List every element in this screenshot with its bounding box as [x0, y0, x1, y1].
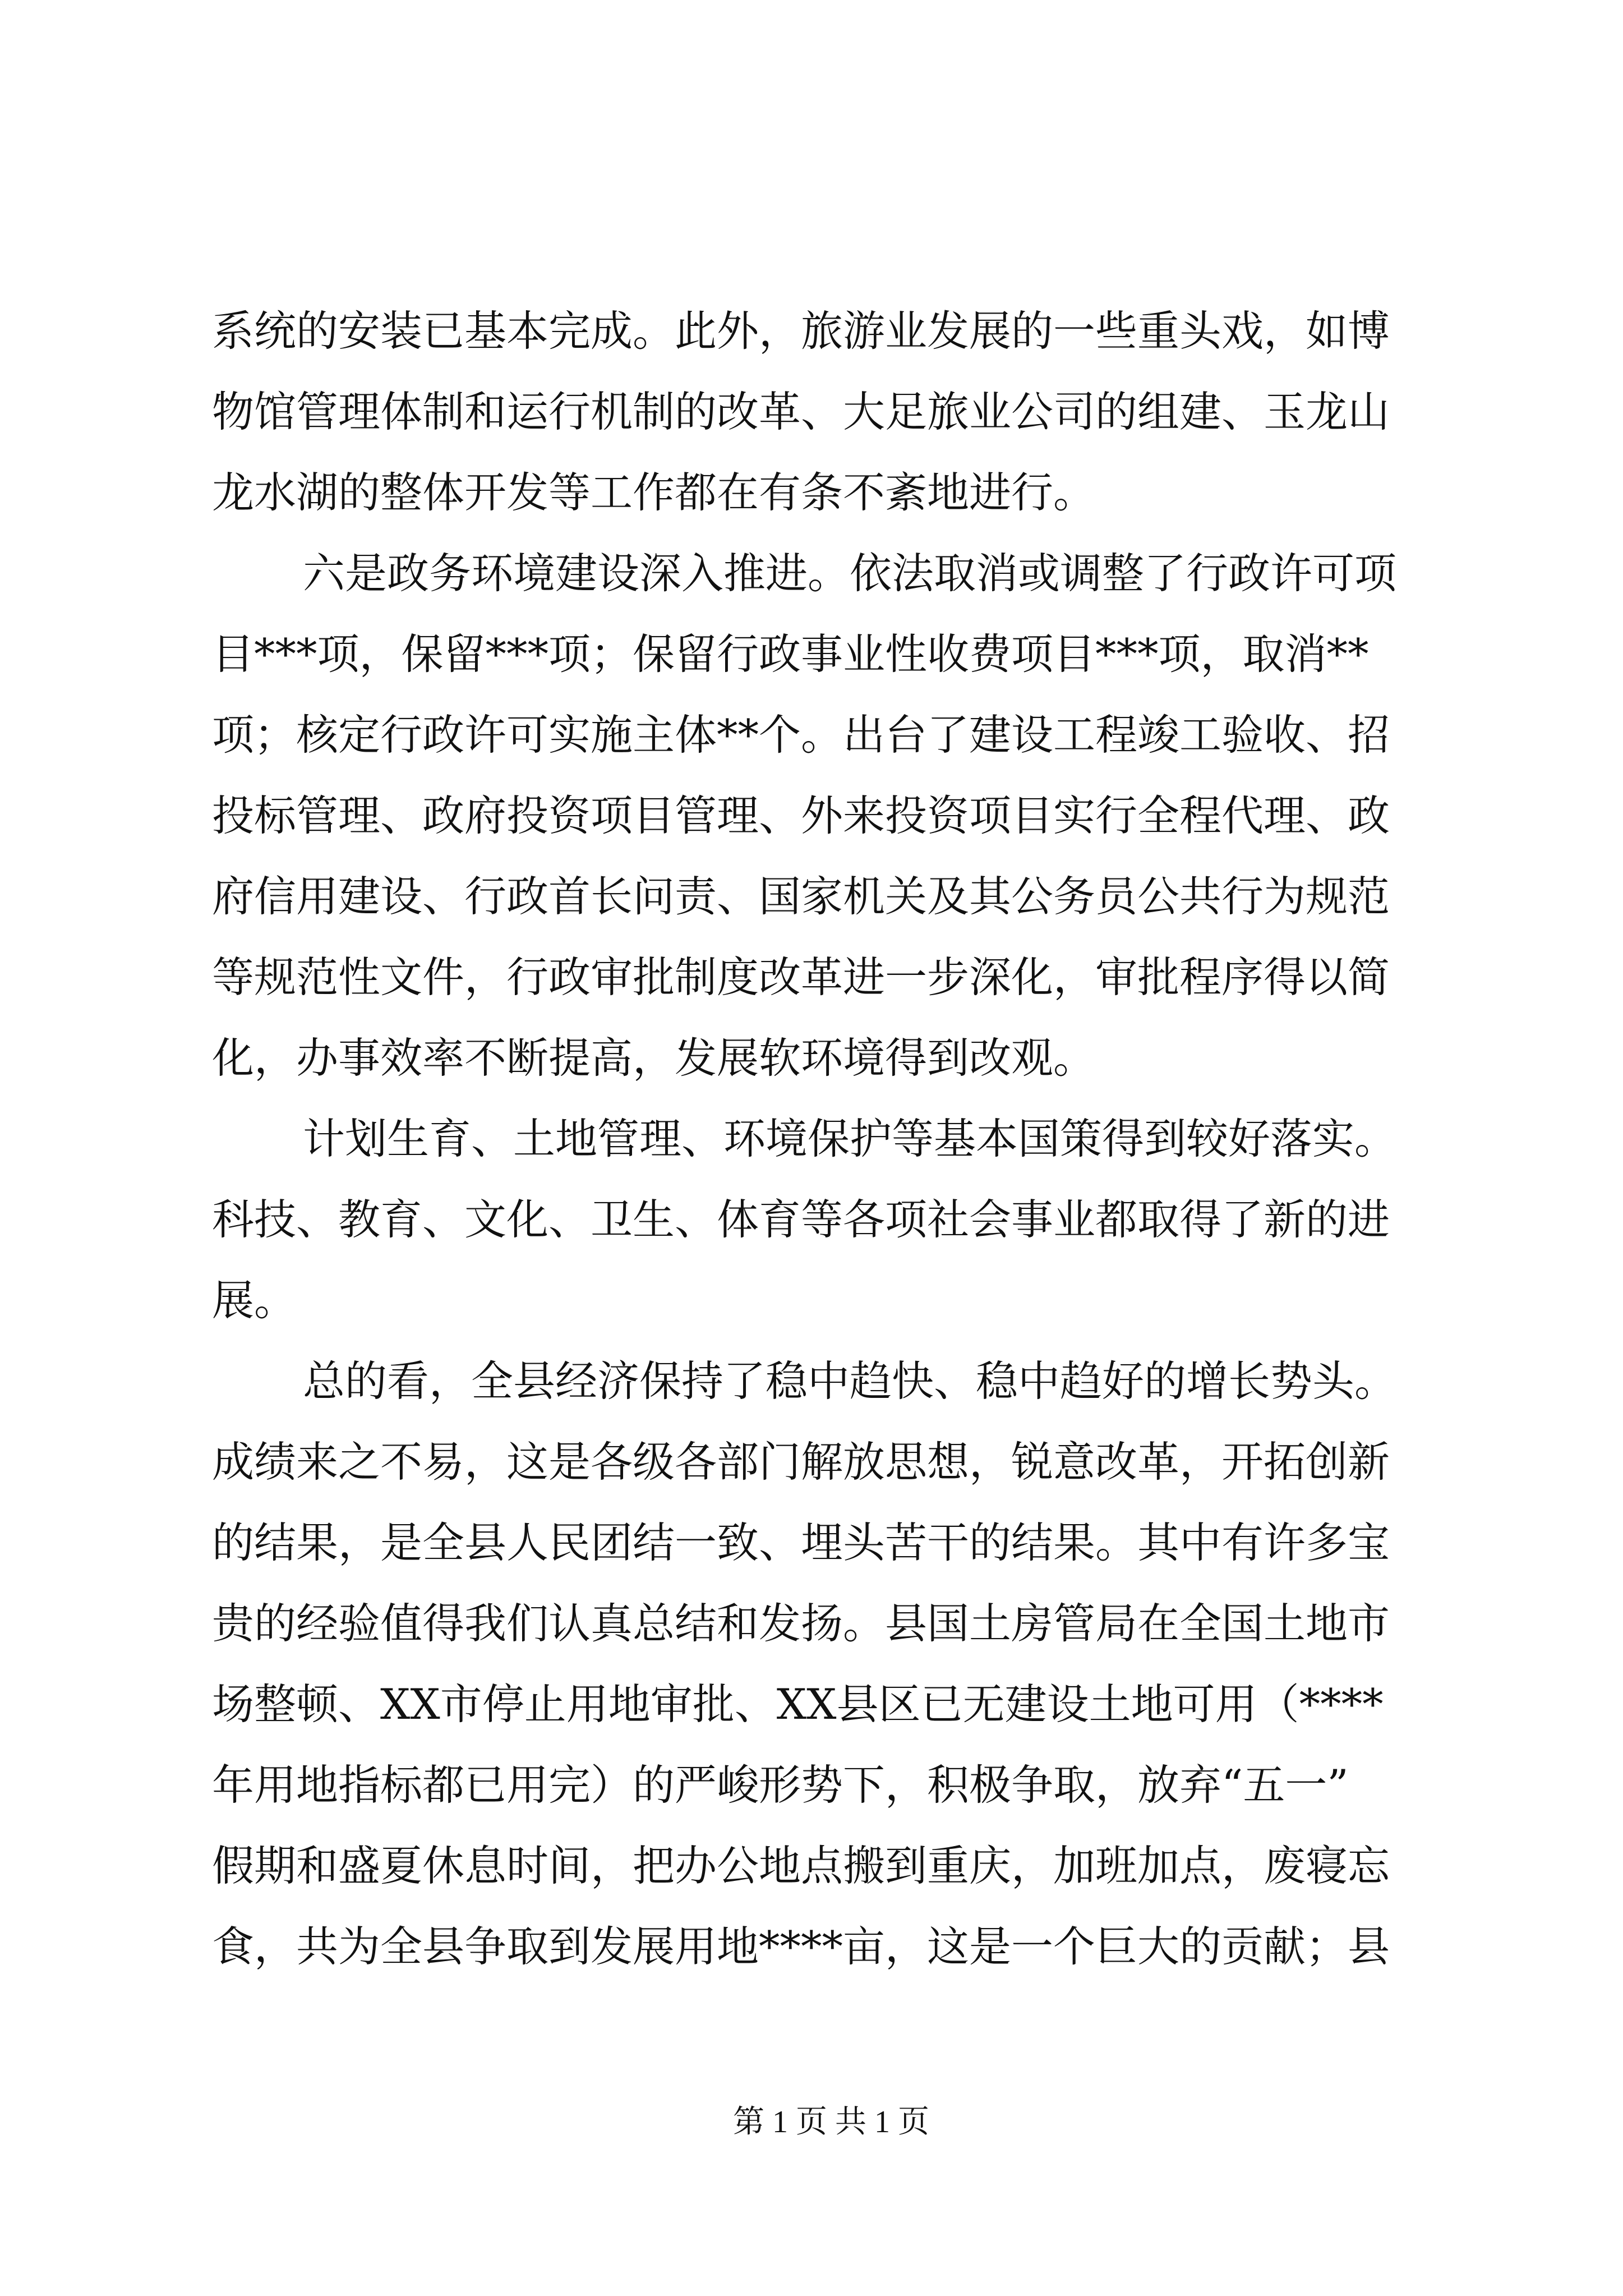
body-line-9: 等规范性文件，行政审批制度改革进一步深化，审批程序得以简 — [212, 953, 1390, 1002]
body-line-1: 系统的安装已基本完成。此外，旅游业发展的一些重头戏，如博 — [212, 306, 1390, 356]
body-line-10: 化，办事效率不断提高，发展软环境得到改观。 — [212, 1033, 1096, 1083]
body-line-2: 物馆管理体制和运行机制的改革、大足旅业公司的组建、玉龙山 — [212, 387, 1390, 436]
body-line-21: 食，共为全县争取到发展用地****亩，这是一个巨大的贡献；县 — [212, 1922, 1390, 1971]
body-line-3: 龙水湖的整体开发等工作都在有条不紊地进行。 — [212, 468, 1096, 517]
body-line-16: 的结果，是全县人民团结一致、埋头苦干的结果。其中有许多宝 — [212, 1518, 1390, 1567]
body-line-17: 贵的经验值得我们认真总结和发扬。县国土房管局在全国土地市 — [212, 1599, 1390, 1648]
body-line-20: 假期和盛夏休息时间，把办公地点搬到重庆，加班加点，废寝忘 — [212, 1841, 1390, 1890]
body-line-6: 项；核定行政许可实施主体**个。出台了建设工程竣工验收、招 — [212, 710, 1390, 760]
body-line-4: 六是政务环境建设深入推进。依法取消或调整了行政许可项 — [303, 549, 1397, 598]
body-line-5: 目***项，保留***项；保留行政事业性收费项目***项，取消** — [212, 629, 1369, 679]
body-line-18: 场整顿、XX市停止用地审批、XX县区已无建设土地可用（**** — [212, 1680, 1384, 1729]
body-line-15: 成绩来之不易，这是各级各部门解放思想，锐意改革，开拓创新 — [212, 1437, 1390, 1487]
body-line-11: 计划生育、土地管理、环境保护等基本国策得到较好落实。 — [303, 1114, 1397, 1163]
body-line-19: 年用地指标都已用完）的严峻形势下，积极争取，放弃“五一” — [212, 1760, 1349, 1810]
body-line-14: 总的看，全县经济保持了稳中趋快、稳中趋好的增长势头。 — [303, 1356, 1397, 1406]
body-line-12: 科技、教育、文化、卫生、体育等各项社会事业都取得了新的进 — [212, 1195, 1390, 1244]
body-line-13: 展。 — [212, 1276, 297, 1325]
body-line-8: 府信用建设、行政首长问责、国家机关及其公务员公共行为规范 — [212, 872, 1390, 921]
page-footer: 第 1 页 共 1 页 — [733, 2105, 929, 2139]
body-line-7: 投标管理、政府投资项目管理、外来投资项目实行全程代理、政 — [212, 791, 1390, 840]
